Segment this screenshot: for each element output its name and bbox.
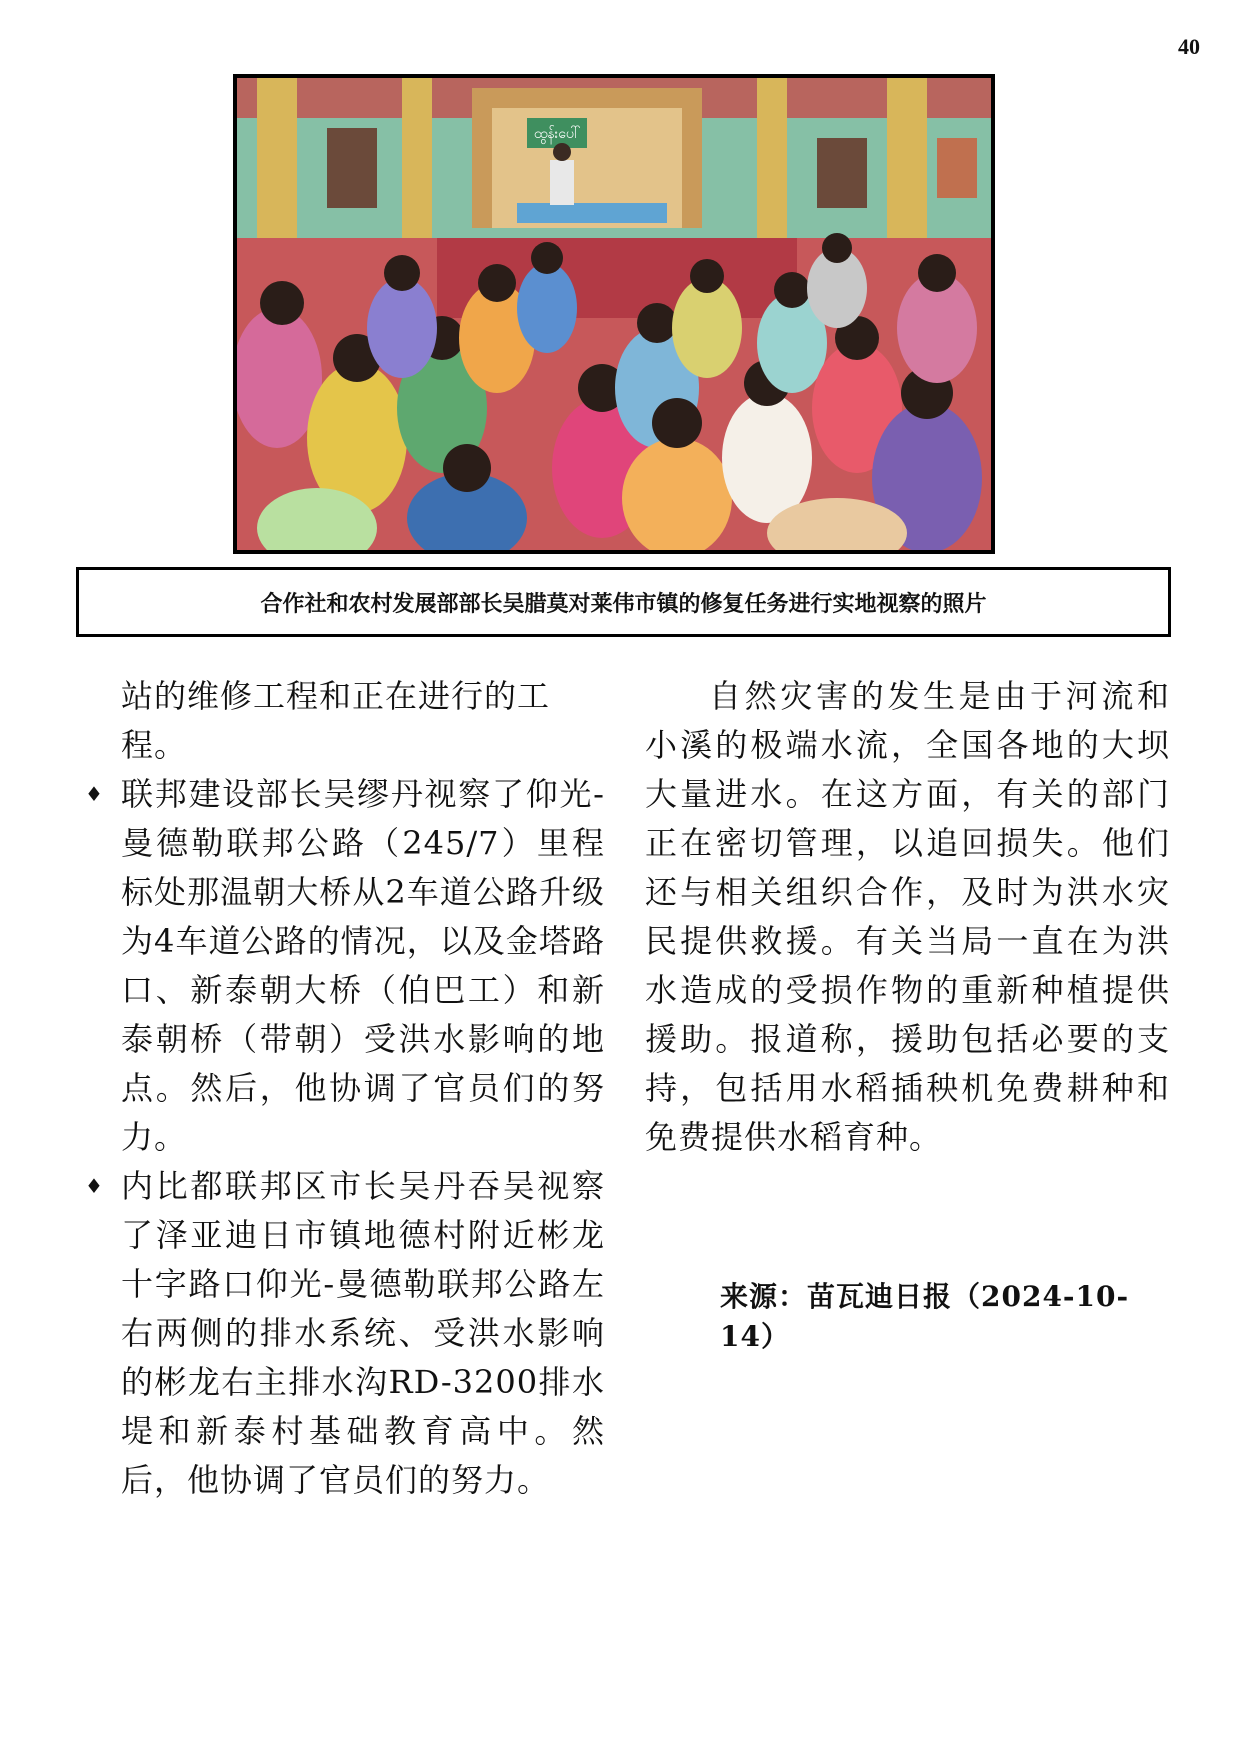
news-photo: [233, 74, 995, 554]
bullet-text: 联邦建设部长吴缪丹视察了仰光-曼德勒联邦公路（245/7）里程标处那温朝大桥从2车道公路升级为4车道公路的情况，以及金塔路口、新泰朝大桥（伯巴工）和新泰朝桥（带朝）受洪水影响的地点。然后，他协调了官员们的努力。: [121, 775, 605, 1156]
banner-text: ထွန်းပေါ်: [533, 126, 581, 142]
diamond-bullet-icon: ♦: [85, 1174, 104, 1198]
body-paragraph: 自然灾害的发生是由于河流和小溪的极端水流，全国各地的大坝大量进水。在这方面，有关的部门正在密切管理，以追回损失。他们还与相关组织合作，及时为洪水灾民提供救援。有关当局一直在为洪水造成的受损作物的重新种植提供援助。报道称，援助包括必要的支持，包括用水稻插秧机免费耕种和免费提供水稻育种。: [645, 677, 1170, 1156]
photo-caption: 合作社和农村发展部部长吴腊莫对莱伟市镇的修复任务进行实地视察的照片: [76, 567, 1171, 637]
page-number: 40: [1178, 34, 1200, 59]
list-item: [85, 770, 605, 1162]
left-column: [85, 672, 605, 1505]
list-item: [85, 1162, 605, 1505]
continued-paragraph: 站的维修工程和正在进行的工程。: [121, 677, 551, 764]
source-citation: 来源：苗瓦迪日报（2024-10-14）: [720, 1280, 1130, 1353]
bullet-text: 内比都联邦区市长吴丹吞吴视察了泽亚迪日市镇地德村附近彬龙十字路口仰光-曼德勒联邦公路左右两侧的排水系统、受洪水影响的彬龙右主排水沟RD-3200排水堤和新泰村基础教育高中。然后，他协调了官员们的努力。: [121, 1167, 605, 1499]
meeting-hall-photo: [237, 78, 991, 550]
diamond-bullet-icon: ♦: [85, 782, 104, 806]
right-column: [645, 672, 1170, 1162]
